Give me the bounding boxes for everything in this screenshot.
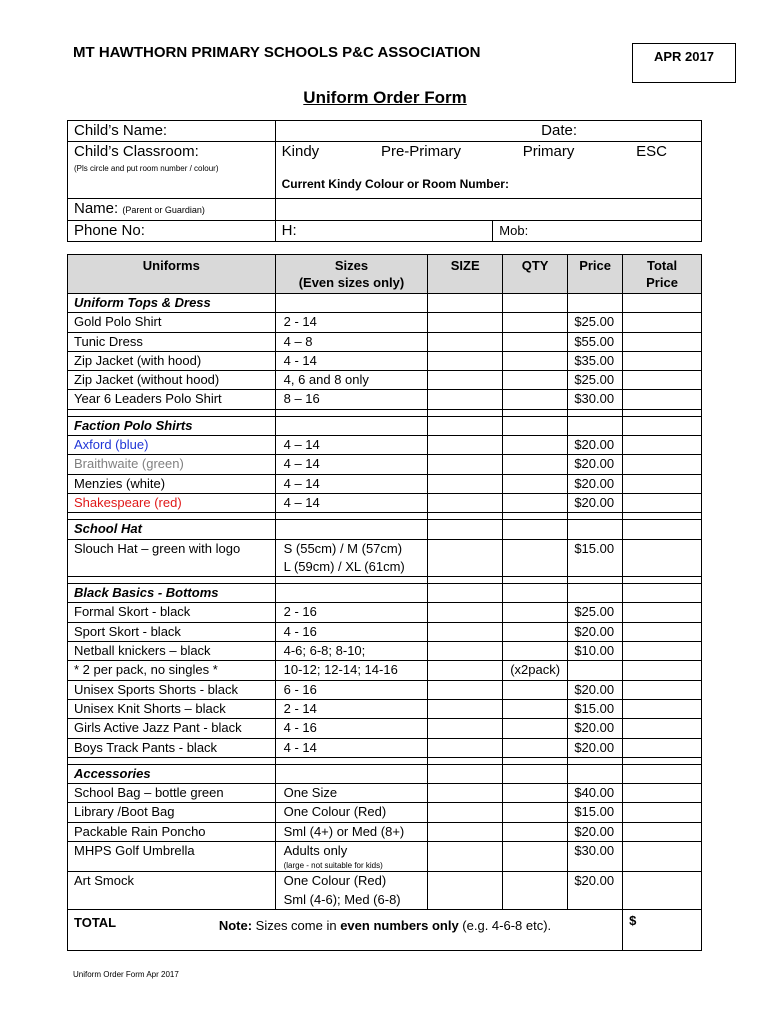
item-size-input[interactable] xyxy=(428,784,503,803)
item-sizes xyxy=(275,803,428,822)
item-sizes xyxy=(275,680,428,699)
gap-cell xyxy=(568,757,623,764)
sizes-cell xyxy=(275,764,428,783)
note-text-2: (e.g. 4-6-8 etc). xyxy=(458,918,552,933)
item-name: Zip Jacket (without hood) xyxy=(68,371,276,390)
item-qty[interactable] xyxy=(503,803,568,822)
student-info-table xyxy=(67,120,702,242)
item-name: Library /Boot Bag xyxy=(68,803,276,822)
item-qty[interactable] xyxy=(503,622,568,641)
item-price: $20.00 xyxy=(568,872,623,910)
item-qty[interactable] xyxy=(503,313,568,332)
qty-input[interactable] xyxy=(503,584,568,603)
sizes-cell xyxy=(275,416,428,435)
item-total-input[interactable] xyxy=(623,784,702,803)
item-qty[interactable] xyxy=(503,351,568,370)
item-price: $20.00 xyxy=(568,436,623,455)
section-title: Black Basics - Bottoms xyxy=(68,584,276,603)
section-gap xyxy=(68,409,702,416)
section-gap xyxy=(68,757,702,764)
section-header-row xyxy=(68,764,702,783)
sizes-cell xyxy=(275,520,428,539)
qty-input[interactable] xyxy=(503,764,568,783)
item-total-input[interactable] xyxy=(623,738,702,757)
item-name: Boys Track Pants - black xyxy=(68,738,276,757)
item-size-input[interactable] xyxy=(428,738,503,757)
item-name: Formal Skort - black xyxy=(68,603,276,622)
item-sizes xyxy=(275,622,428,641)
item-price: $25.00 xyxy=(568,603,623,622)
item-row xyxy=(68,455,702,474)
col-sizes xyxy=(275,255,428,294)
item-name: Unisex Knit Shorts – black xyxy=(68,699,276,718)
item-sizes xyxy=(275,313,428,332)
item-price: $20.00 xyxy=(568,493,623,512)
gap-cell xyxy=(428,513,503,520)
mobile-label: Mob: xyxy=(499,223,529,238)
item-total-input[interactable] xyxy=(623,493,702,512)
price-cell xyxy=(568,294,623,313)
item-price: $20.00 xyxy=(568,680,623,699)
col-total-sub: Price xyxy=(646,275,678,290)
item-row xyxy=(68,822,702,841)
item-total-input[interactable] xyxy=(623,803,702,822)
gap-cell xyxy=(623,577,702,584)
option-esc[interactable]: ESC xyxy=(636,143,667,160)
order-body xyxy=(68,294,702,951)
org-heading: MT HAWTHORN PRIMARY SCHOOLS P&C ASSOCIATION xyxy=(73,44,481,61)
name-label-cell xyxy=(68,199,276,221)
item-row xyxy=(68,642,702,661)
item-price: $55.00 xyxy=(568,332,623,351)
item-sizes-line: 4 - 14 xyxy=(283,352,317,368)
item-name: Shakespeare (red) xyxy=(68,493,276,512)
item-qty[interactable] xyxy=(503,872,568,910)
item-sizes xyxy=(275,390,428,409)
qty-input[interactable] xyxy=(503,520,568,539)
item-size-input[interactable] xyxy=(428,539,503,577)
item-sizes-line: 4 - 16 xyxy=(283,623,317,639)
gap-cell xyxy=(428,409,503,416)
item-name: Slouch Hat – green with logo xyxy=(68,539,276,577)
item-size-input[interactable] xyxy=(428,436,503,455)
col-uniforms: Uniforms xyxy=(68,255,276,294)
item-sizes-line-2: L (59cm) / XL (61cm) xyxy=(283,558,405,574)
item-row xyxy=(68,603,702,622)
item-qty[interactable] xyxy=(503,699,568,718)
gap-cell xyxy=(568,409,623,416)
item-sizes xyxy=(275,493,428,512)
gap-cell xyxy=(503,409,568,416)
item-size-input[interactable] xyxy=(428,680,503,699)
item-price: $20.00 xyxy=(568,622,623,641)
item-sizes-line: Adults only xyxy=(283,843,348,859)
item-total-input[interactable] xyxy=(623,371,702,390)
item-qty[interactable] xyxy=(503,493,568,512)
item-sizes-line: 4 – 14 xyxy=(283,475,320,491)
qty-input[interactable] xyxy=(503,416,568,435)
col-qty: QTY xyxy=(503,255,568,294)
item-price: $15.00 xyxy=(568,699,623,718)
total-cell[interactable] xyxy=(623,416,702,435)
item-qty[interactable] xyxy=(503,738,568,757)
item-total-input[interactable] xyxy=(623,603,702,622)
qty-input[interactable] xyxy=(503,294,568,313)
item-price: $15.00 xyxy=(568,803,623,822)
item-total-input[interactable] xyxy=(623,390,702,409)
item-qty[interactable] xyxy=(503,474,568,493)
form-title: Uniform Order Form xyxy=(303,88,467,107)
item-size-input[interactable] xyxy=(428,313,503,332)
col-total xyxy=(623,255,702,294)
item-qty[interactable]: (x2pack) xyxy=(503,661,568,680)
price-cell xyxy=(568,520,623,539)
item-price: $25.00 xyxy=(568,371,623,390)
classroom-label: Child’s Classroom: xyxy=(74,143,199,160)
name-label: Name: xyxy=(74,200,119,217)
item-size-input[interactable] xyxy=(428,872,503,910)
gap-cell xyxy=(623,513,702,520)
item-row xyxy=(68,680,702,699)
item-qty[interactable] xyxy=(503,842,568,872)
item-name: Unisex Sports Shorts - black xyxy=(68,680,276,699)
section-title: Accessories xyxy=(68,764,276,783)
size-input[interactable] xyxy=(428,416,503,435)
sizes-note xyxy=(0,918,770,933)
item-sizes-note: (large - not suitable for kids) xyxy=(283,861,383,871)
footer-text: Uniform Order Form Apr 2017 xyxy=(73,970,179,979)
order-table xyxy=(67,254,702,951)
option-kindy[interactable]: Kindy xyxy=(281,143,320,160)
section-gap xyxy=(68,577,702,584)
item-sizes-line: 2 - 14 xyxy=(283,314,317,330)
item-size-input[interactable] xyxy=(428,351,503,370)
note-label: Note: xyxy=(218,918,253,933)
item-price: $30.00 xyxy=(568,390,623,409)
kindy-colour-label: Current Kindy Colour or Room Number: xyxy=(281,177,509,191)
item-total-input[interactable] xyxy=(623,680,702,699)
item-qty[interactable] xyxy=(503,719,568,738)
note-text-1: Sizes come in xyxy=(252,918,341,933)
item-size-input[interactable] xyxy=(428,474,503,493)
item-row xyxy=(68,313,702,332)
item-sizes-line: 2 - 14 xyxy=(283,700,317,716)
item-row xyxy=(68,493,702,512)
item-total-input[interactable] xyxy=(623,539,702,577)
section-title: School Hat xyxy=(68,520,276,539)
item-total-input[interactable] xyxy=(623,332,702,351)
item-sizes xyxy=(275,822,428,841)
item-row xyxy=(68,719,702,738)
gap-cell xyxy=(68,757,276,764)
size-input[interactable] xyxy=(428,294,503,313)
gap-cell xyxy=(623,757,702,764)
item-row xyxy=(68,474,702,493)
item-total-input[interactable] xyxy=(623,642,702,661)
gap-cell xyxy=(503,757,568,764)
item-price: $10.00 xyxy=(568,642,623,661)
item-sizes xyxy=(275,436,428,455)
item-size-input[interactable] xyxy=(428,603,503,622)
item-price: $40.00 xyxy=(568,784,623,803)
total-label: TOTAL xyxy=(68,909,623,950)
item-name: * 2 per pack, no singles * xyxy=(68,661,276,680)
item-size-input[interactable] xyxy=(428,332,503,351)
item-row xyxy=(68,661,702,680)
item-sizes xyxy=(275,642,428,661)
item-sizes xyxy=(275,539,428,577)
childs-name-field[interactable] xyxy=(275,121,701,142)
option-pre-primary[interactable]: Pre-Primary xyxy=(380,143,461,160)
price-cell xyxy=(568,764,623,783)
item-qty[interactable] xyxy=(503,332,568,351)
item-row xyxy=(68,539,702,577)
size-input[interactable] xyxy=(428,584,503,603)
section-header-row xyxy=(68,584,702,603)
item-sizes-line: 4, 6 and 8 only xyxy=(283,372,369,388)
item-size-input[interactable] xyxy=(428,642,503,661)
gap-cell xyxy=(275,409,428,416)
item-sizes xyxy=(275,719,428,738)
item-row xyxy=(68,784,702,803)
item-sizes xyxy=(275,738,428,757)
item-qty[interactable] xyxy=(503,680,568,699)
item-price: $20.00 xyxy=(568,719,623,738)
item-size-input[interactable] xyxy=(428,842,503,872)
item-row xyxy=(68,436,702,455)
item-price: $25.00 xyxy=(568,313,623,332)
gap-cell xyxy=(68,577,276,584)
item-size-input[interactable] xyxy=(428,493,503,512)
item-sizes-line: S (55cm) / M (57cm) xyxy=(283,540,403,556)
item-sizes-line: 10-12; 12-14; 14-16 xyxy=(283,662,398,678)
total-cell[interactable] xyxy=(623,520,702,539)
name-hint: (Parent or Guardian) xyxy=(122,205,205,215)
item-price: $15.00 xyxy=(568,539,623,577)
item-total-input[interactable] xyxy=(623,313,702,332)
item-size-input[interactable] xyxy=(428,822,503,841)
item-sizes xyxy=(275,371,428,390)
item-sizes-line: 4 - 14 xyxy=(283,739,317,755)
item-size-input[interactable] xyxy=(428,622,503,641)
total-cell[interactable] xyxy=(623,294,702,313)
item-qty[interactable] xyxy=(503,455,568,474)
item-sizes xyxy=(275,351,428,370)
name-field[interactable] xyxy=(275,199,701,221)
item-name: Tunic Dress xyxy=(68,332,276,351)
item-row xyxy=(68,803,702,822)
col-sizes-title: Sizes xyxy=(334,258,369,273)
item-total-input[interactable] xyxy=(623,436,702,455)
item-price: $20.00 xyxy=(568,822,623,841)
section-header-row xyxy=(68,294,702,313)
item-name: Axford (blue) xyxy=(68,436,276,455)
mobile-field[interactable] xyxy=(493,221,702,242)
col-price: Price xyxy=(568,255,623,294)
item-total-input[interactable] xyxy=(623,699,702,718)
item-sizes-line: 4 – 14 xyxy=(283,437,320,453)
item-name: Girls Active Jazz Pant - black xyxy=(68,719,276,738)
item-total-input[interactable] xyxy=(623,622,702,641)
size-input[interactable] xyxy=(428,520,503,539)
home-label: H: xyxy=(281,222,297,239)
gap-cell xyxy=(503,577,568,584)
classroom-options xyxy=(275,142,701,175)
item-size-input[interactable] xyxy=(428,719,503,738)
item-sizes xyxy=(275,332,428,351)
item-name: Netball knickers – black xyxy=(68,642,276,661)
item-qty[interactable] xyxy=(503,390,568,409)
item-sizes xyxy=(275,699,428,718)
item-qty[interactable] xyxy=(503,603,568,622)
item-price: $30.00 xyxy=(568,842,623,872)
date-label: Date: xyxy=(541,122,577,139)
item-sizes-line: 4 – 14 xyxy=(283,494,320,510)
item-sizes-line: 4 - 16 xyxy=(283,720,317,736)
item-row xyxy=(68,351,702,370)
item-sizes-line: 4 – 8 xyxy=(283,333,313,349)
gap-cell xyxy=(275,513,428,520)
section-title: Uniform Tops & Dress xyxy=(68,294,276,313)
price-cell xyxy=(568,584,623,603)
item-name: Sport Skort - black xyxy=(68,622,276,641)
item-size-input[interactable] xyxy=(428,699,503,718)
item-row xyxy=(68,699,702,718)
total-cell[interactable] xyxy=(623,584,702,603)
item-qty[interactable] xyxy=(503,784,568,803)
item-sizes xyxy=(275,474,428,493)
gap-cell xyxy=(568,513,623,520)
note-emphasis: even numbers only xyxy=(340,918,459,933)
item-row xyxy=(68,332,702,351)
classroom-hint: (Pls circle and put room number / colour) xyxy=(74,164,219,173)
size-input[interactable] xyxy=(428,764,503,783)
date-tag-box: APR 2017 xyxy=(632,43,736,83)
gap-cell xyxy=(568,577,623,584)
section-title: Faction Polo Shirts xyxy=(68,416,276,435)
gap-cell xyxy=(428,577,503,584)
grand-total-field[interactable]: $ xyxy=(623,909,702,950)
gap-cell xyxy=(623,409,702,416)
item-size-input[interactable] xyxy=(428,661,503,680)
item-sizes-line: 4-6; 6-8; 8-10; xyxy=(283,643,366,659)
item-sizes-line: 2 - 16 xyxy=(283,604,317,620)
item-total-input[interactable] xyxy=(623,872,702,910)
classroom-label-cell xyxy=(68,142,276,175)
home-phone-field[interactable] xyxy=(275,221,493,242)
item-sizes xyxy=(275,455,428,474)
item-size-input[interactable] xyxy=(428,390,503,409)
item-sizes xyxy=(275,661,428,680)
item-total-input[interactable] xyxy=(623,455,702,474)
item-row xyxy=(68,842,702,872)
item-row xyxy=(68,390,702,409)
item-sizes-line: Sml (4+) or Med (8+) xyxy=(283,823,405,839)
item-name: Menzies (white) xyxy=(68,474,276,493)
item-total-input[interactable] xyxy=(623,661,702,680)
kindy-colour-cell[interactable] xyxy=(275,174,701,199)
item-qty[interactable] xyxy=(503,539,568,577)
item-name: Gold Polo Shirt xyxy=(68,313,276,332)
item-name: Packable Rain Poncho xyxy=(68,822,276,841)
phone-label: Phone No: xyxy=(68,221,276,242)
item-sizes-line-2: Sml (4-6); Med (6-8) xyxy=(283,891,401,907)
item-sizes-line: One Size xyxy=(283,785,338,801)
item-sizes xyxy=(275,842,428,872)
item-size-input[interactable] xyxy=(428,371,503,390)
total-cell[interactable] xyxy=(623,764,702,783)
col-sizes-sub: (Even sizes only) xyxy=(298,275,405,290)
item-sizes-line: One Colour (Red) xyxy=(283,873,387,889)
item-qty[interactable] xyxy=(503,436,568,455)
item-sizes-line: 6 - 16 xyxy=(283,681,317,697)
gap-cell xyxy=(275,577,428,584)
gap-cell xyxy=(503,513,568,520)
item-name: Year 6 Leaders Polo Shirt xyxy=(68,390,276,409)
item-sizes xyxy=(275,784,428,803)
price-cell xyxy=(568,416,623,435)
item-row xyxy=(68,371,702,390)
item-name: Braithwaite (green) xyxy=(68,455,276,474)
item-price xyxy=(568,661,623,680)
item-price: $20.00 xyxy=(568,738,623,757)
option-primary[interactable]: Primary xyxy=(522,143,575,160)
item-size-input[interactable] xyxy=(428,455,503,474)
section-header-row xyxy=(68,520,702,539)
item-row xyxy=(68,622,702,641)
item-sizes-line: One Colour (Red) xyxy=(283,804,387,820)
item-name: Zip Jacket (with hood) xyxy=(68,351,276,370)
gap-cell xyxy=(275,757,428,764)
sizes-cell xyxy=(275,294,428,313)
item-total-input[interactable] xyxy=(623,842,702,872)
item-sizes xyxy=(275,603,428,622)
col-total-title: Total xyxy=(647,258,678,273)
item-sizes-line: 4 – 14 xyxy=(283,456,320,472)
item-qty[interactable] xyxy=(503,642,568,661)
item-total-input[interactable] xyxy=(623,719,702,738)
item-row xyxy=(68,872,702,910)
item-row xyxy=(68,738,702,757)
col-size: SIZE xyxy=(428,255,503,294)
item-size-input[interactable] xyxy=(428,803,503,822)
item-sizes-line: 8 – 16 xyxy=(283,391,320,407)
gap-cell xyxy=(68,513,276,520)
section-gap xyxy=(68,513,702,520)
item-name: MHPS Golf Umbrella xyxy=(68,842,276,872)
item-price: $20.00 xyxy=(568,455,623,474)
item-qty[interactable] xyxy=(503,822,568,841)
item-price: $20.00 xyxy=(568,474,623,493)
item-total-input[interactable] xyxy=(623,474,702,493)
item-name: Art Smock xyxy=(68,872,276,910)
item-name: School Bag – bottle green xyxy=(68,784,276,803)
childs-name-label: Child’s Name: xyxy=(68,121,276,142)
sizes-cell xyxy=(275,584,428,603)
gap-cell xyxy=(428,757,503,764)
item-sizes xyxy=(275,872,428,910)
gap-cell xyxy=(68,409,276,416)
item-qty[interactable] xyxy=(503,371,568,390)
section-header-row xyxy=(68,416,702,435)
item-total-input[interactable] xyxy=(623,351,702,370)
item-total-input[interactable] xyxy=(623,822,702,841)
classroom-spacer xyxy=(68,174,276,199)
item-price: $35.00 xyxy=(568,351,623,370)
